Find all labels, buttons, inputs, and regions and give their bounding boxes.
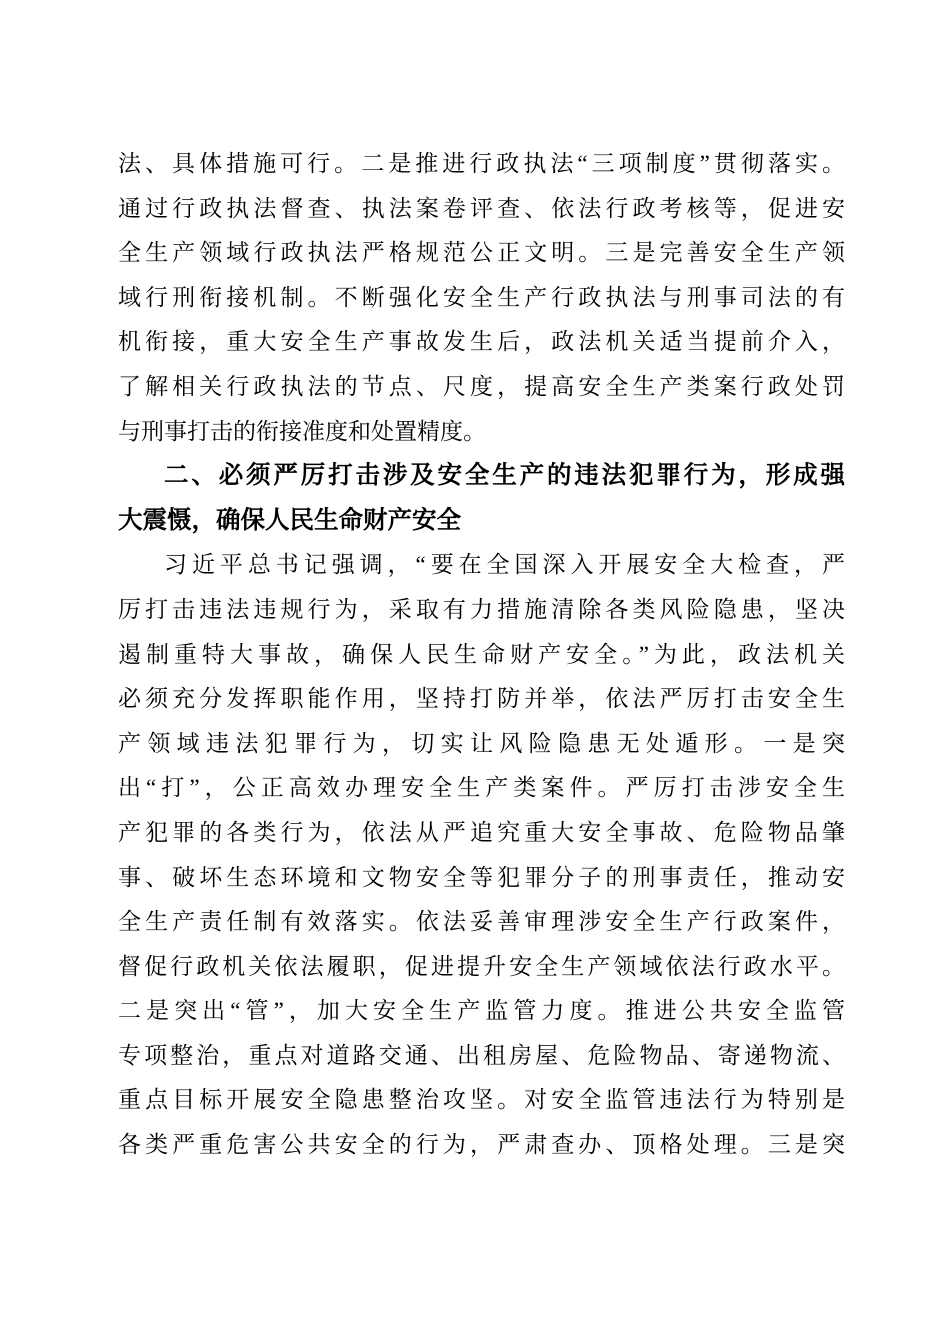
text-line: 厉打击违法违规行为，采取有力措施清除各类风险隐患，坚决 (118, 596, 845, 622)
text-line: 习近平总书记强调，“要在全国深入开展安全大检查，严 (164, 552, 845, 578)
text-line: 与刑事打击的衔接准度和处置精度。 (118, 418, 486, 444)
text-line: 二是突出“管”，加大安全生产监管力度。推进公共安全监管 (118, 998, 845, 1024)
section-2-heading-line: 二、必须严厉打击涉及安全生产的违法犯罪行为，形成强 (164, 462, 845, 490)
text-line: 全生产领域行政执法严格规范公正文明。三是完善安全生产领 (118, 240, 845, 266)
text-line: 了解相关行政执法的节点、尺度，提高安全生产类案行政处罚 (118, 373, 845, 399)
text-line: 专项整治，重点对道路交通、出租房屋、危险物品、寄递物流、 (118, 1042, 845, 1068)
text-line: 事、破坏生态环境和文物安全等犯罪分子的刑事责任，推动安 (118, 864, 845, 890)
text-line: 督促行政机关依法履职，促进提升安全生产领域依法行政水平。 (118, 953, 845, 979)
text-line: 全生产责任制有效落实。依法妥善审理涉安全生产行政案件， (118, 909, 845, 935)
text-line: 法、具体措施可行。二是推进行政执法“三项制度”贯彻落实。 (118, 151, 845, 176)
text-line: 出“打”，公正高效办理安全生产类案件。严厉打击涉安全生 (118, 775, 845, 801)
text-line: 产犯罪的各类行为，依法从严追究重大安全事故、危险物品肇 (118, 819, 845, 845)
text-line: 产领域违法犯罪行为，切实让风险隐患无处遁形。一是突 (118, 730, 845, 756)
text-line: 域行刑衔接机制。不断强化安全生产行政执法与刑事司法的有 (118, 284, 845, 310)
text-line: 机衔接，重大安全生产事故发生后，政法机关适当提前介入， (118, 329, 845, 355)
section-2-heading (118, 454, 845, 543)
text-line: 遏制重特大事故，确保人民生命财产安全。”为此，政法机关 (118, 641, 845, 667)
text-line: 重点目标开展安全隐患整治攻坚。对安全监管违法行为特别是 (118, 1087, 845, 1113)
text-line: 通过行政执法督查、执法案卷评查、依法行政考核等，促进安 (118, 195, 845, 221)
text-line: 各类严重危害公共安全的行为，严肃查办、顶格处理。三是突 (118, 1132, 845, 1158)
text-line: 必须充分发挥职能作用，坚持打防并举，依法严厉打击安全生 (118, 686, 845, 712)
paragraph-continuation (118, 142, 845, 454)
paragraph-body (118, 543, 845, 1167)
section-2-heading-line: 大震慑，确保人民生命财产安全 (118, 506, 461, 534)
